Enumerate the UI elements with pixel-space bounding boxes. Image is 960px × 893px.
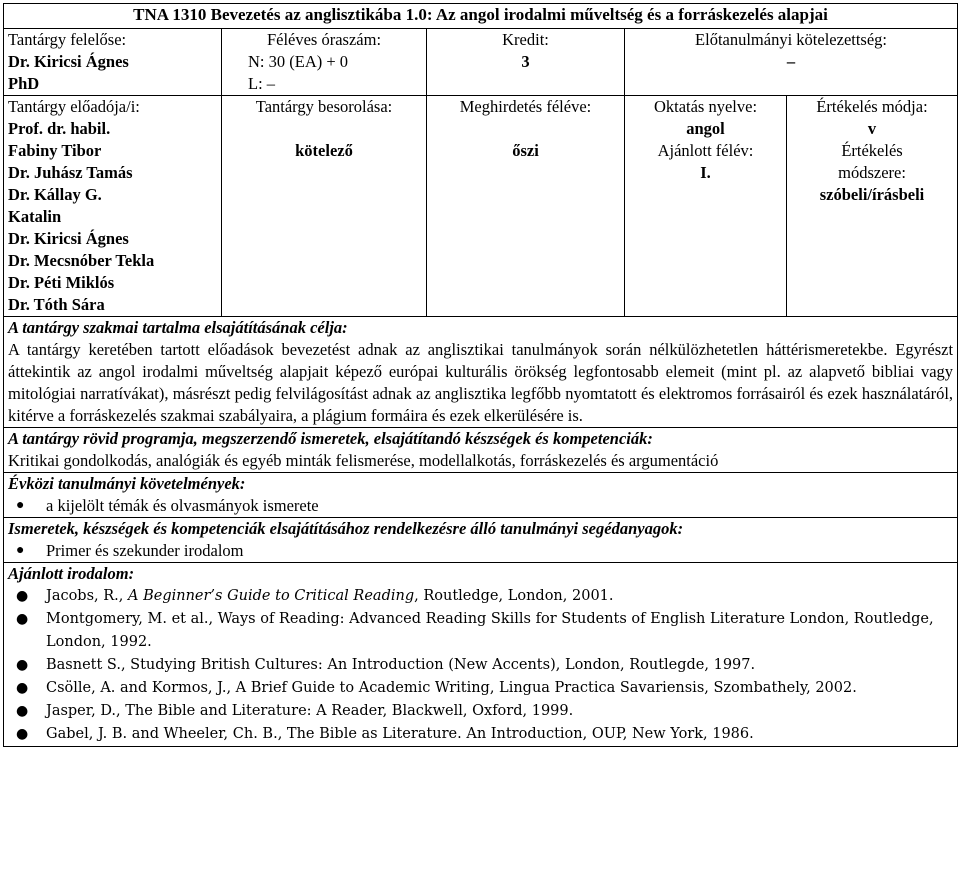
oraszam-n: N: 30 (EA) + 0 — [248, 52, 349, 71]
ertekeles-cell — [787, 96, 958, 317]
oraszam-label: Féléves óraszám: — [266, 30, 382, 49]
reference-text-tail: , Routledge, London, 2001. — [414, 588, 614, 604]
program-text: Kritikai gondolkodás, analógiák és egyéb minták felismerése, modellalkotás, forráskezelés és argumentáció — [8, 451, 719, 470]
kredit-value: 3 — [521, 52, 530, 71]
eloado-name: Dr. Juhász Tamás — [8, 163, 133, 182]
besorolas-value: kötelező — [295, 141, 353, 160]
kredit-cell — [427, 29, 625, 96]
evkozi-title: Évközi tanulmányi követelmények: — [8, 474, 246, 493]
list-item — [8, 495, 953, 517]
eloado-name: Prof. dr. habil. — [8, 119, 111, 138]
modszer-label-1: Értékelés — [841, 141, 903, 160]
modszer-label-2: módszere: — [838, 163, 906, 182]
eloado-label: Tantárgy előadója/i: — [8, 97, 140, 116]
list-item — [8, 723, 953, 746]
program-title: A tantárgy rövid programja, megszerzendő ismeretek, elsajátítandó készségek és kompetenciák: — [8, 429, 653, 448]
reference-text: Csölle, A. and Kormos, J., A Brief Guide to Academic Writing, Lingua Practica Savariensis, Szombathely, 2002. — [46, 680, 857, 696]
bullet-icon: ● — [16, 498, 25, 513]
ertekeles-value: v — [867, 119, 877, 138]
course-info-row-1 — [4, 29, 958, 96]
segedanyag-title: Ismeretek, készségek és kompetenciák elsajátításához rendelkezésre álló tanulmányi segédanyagok: — [8, 519, 684, 538]
ertekeles-label: Értékelés módja: — [816, 97, 928, 116]
eloado-name: Dr. Kállay G. — [8, 185, 102, 204]
bullet-icon: ● — [16, 543, 25, 558]
list-item-text: a kijelölt témák és olvasmányok ismerete — [46, 496, 319, 515]
reference-text: Gabel, J. B. and Wheeler, Ch. B., The Bible as Literature. An Introduction, OUP, New York, 1986. — [46, 726, 754, 742]
kredit-label: Kredit: — [502, 30, 549, 49]
evkozi-list — [8, 495, 953, 517]
felelos-name: Dr. Kiricsi Ágnes — [8, 52, 129, 71]
oraszam-cell — [222, 29, 427, 96]
segedanyag-list — [8, 540, 953, 562]
list-item-text: Primer és szekunder irodalom — [46, 541, 244, 560]
bullet-icon: ● — [16, 588, 29, 604]
felev-cell — [427, 96, 625, 317]
ajanlott-label: Ajánlott félév: — [657, 141, 754, 160]
felev-label: Meghirdetés féléve: — [459, 97, 592, 116]
eloado-name: Dr. Mecsnóber Tekla — [8, 251, 155, 270]
felev-value: őszi — [512, 141, 539, 160]
besorolas-label: Tantárgy besorolása: — [255, 97, 393, 116]
list-item — [8, 677, 953, 700]
list-item — [8, 608, 953, 654]
elotan-label: Előtanulmányi kötelezettség: — [695, 30, 888, 49]
eloado-name: Dr. Kiricsi Ágnes — [8, 229, 129, 248]
list-item — [8, 654, 953, 677]
course-sheet-table — [3, 3, 958, 747]
list-item — [8, 540, 953, 562]
list-item — [8, 700, 953, 723]
bullet-icon: ● — [16, 703, 29, 719]
reference-text: Jacobs, R., — [46, 588, 128, 604]
evkozi-section — [4, 473, 958, 518]
bullet-icon: ● — [16, 726, 29, 742]
bullet-icon: ● — [16, 611, 29, 627]
program-section — [4, 428, 958, 473]
irodalom-title: Ajánlott irodalom: — [8, 564, 135, 583]
nyelv-cell — [625, 96, 787, 317]
eloado-name: Dr. Tóth Sára — [8, 295, 105, 314]
felelos-label: Tantárgy felelőse: — [8, 30, 127, 49]
reference-text: Montgomery, M. et al., Ways of Reading: Advanced Reading Skills for Students of English Literature London, Routledge, London, 1992. — [46, 611, 934, 650]
course-info-row-2 — [4, 96, 958, 317]
felelos-cell — [4, 29, 222, 96]
cel-text: A tantárgy keretében tartott előadások bevezetést adnak az anglisztikai tanulmányok során nélkülözhetetlen háttérismeretekbe. Egyrészt áttekintik az angol irodalmi műveltség alapjait képező európai kulturális örökség legfontosabb elemeit (mint pl. az alapvető bibliai vagy mitológiai narratívákat), másrészt pedig felvilágosítást adnak az anglisztika legfőbb nyomtatott és elektromos forrásairól és ezek használatáról, kitérve a forráskezelés szakmai szabályaira, a plágium formáira és ezek elkerülésére is. — [8, 340, 954, 425]
reference-text: Basnett S., Studying British Cultures: An Introduction (New Accents), London, Routlegde, 1997. — [46, 657, 756, 673]
eloado-name: Fabiny Tibor — [8, 141, 102, 160]
eloado-list — [8, 118, 217, 316]
oraszam-l: L: – — [248, 74, 276, 93]
besorolas-cell — [222, 96, 427, 317]
eloado-cell — [4, 96, 222, 317]
irodalom-section — [4, 563, 958, 747]
nyelv-value: angol — [686, 119, 725, 138]
eloado-name: Dr. Péti Miklós — [8, 273, 115, 292]
modszer-value: szóbeli/írásbeli — [819, 185, 925, 204]
nyelv-label: Oktatás nyelve: — [653, 97, 758, 116]
list-item — [8, 585, 953, 608]
irodalom-list — [8, 585, 953, 746]
elotan-value: – — [786, 52, 796, 71]
ajanlott-value: I. — [700, 163, 711, 182]
bullet-icon: ● — [16, 657, 29, 673]
elotan-cell — [625, 29, 958, 96]
eloado-name: Katalin — [8, 207, 62, 226]
felelos-degree: PhD — [8, 74, 40, 93]
course-title: TNA 1310 Bevezetés az anglisztikába 1.0: Az angol irodalmi műveltség és a forráskezelés alapjai — [4, 4, 958, 29]
reference-title: A Beginner’s Guide to Critical Reading — [128, 588, 415, 604]
cel-title: A tantárgy szakmai tartalma elsajátításának célja: — [8, 318, 348, 337]
cel-section — [4, 317, 958, 428]
segedanyag-section — [4, 518, 958, 563]
reference-text: Jasper, D., The Bible and Literature: A Reader, Blackwell, Oxford, 1999. — [46, 703, 574, 719]
bullet-icon: ● — [16, 680, 29, 696]
